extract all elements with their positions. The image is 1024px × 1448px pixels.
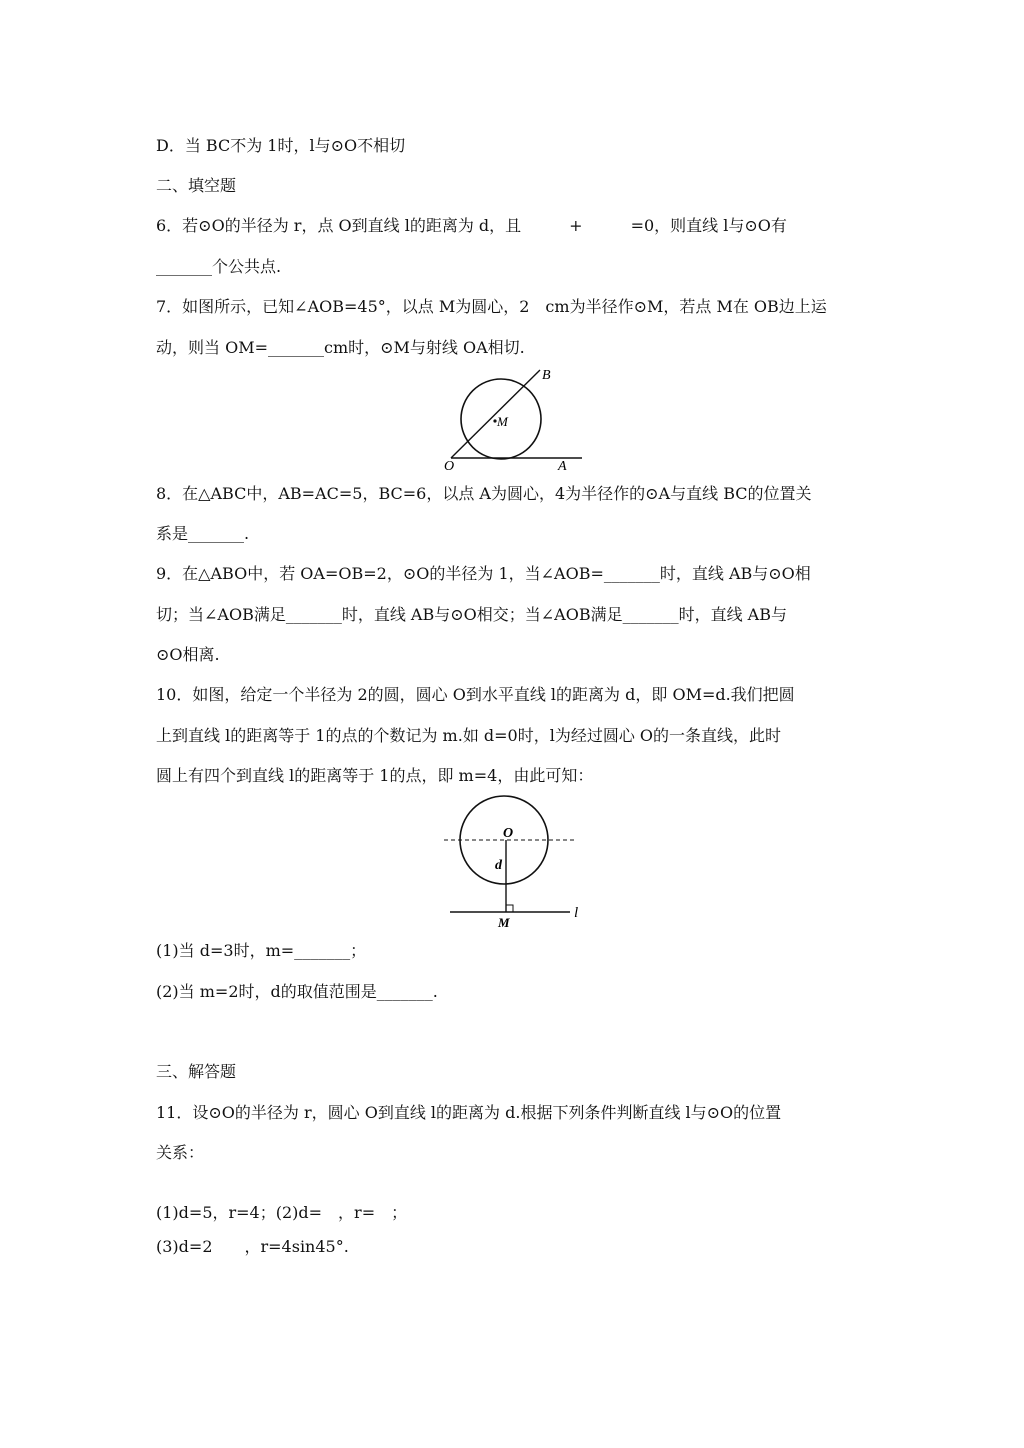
label-l: l xyxy=(574,905,579,921)
section-fill-blank: 二、填空题 xyxy=(156,176,237,195)
right-angle-mark xyxy=(506,905,513,912)
label-m: M xyxy=(497,414,508,429)
q11-part3: (3)d=2 ，r=4sin45°. xyxy=(156,1237,349,1256)
label-o: O xyxy=(503,826,514,841)
label-m: M xyxy=(498,915,510,930)
q9-text: 9．在△ABO中，若 OA=OB=2，⊙O的半径为 1，当∠AOB=_______时，直线 AB与⊙O相 xyxy=(156,564,811,583)
label-a: A xyxy=(558,459,567,474)
figure-angle-circle xyxy=(430,362,600,474)
q7-text: 7．如图所示，已知∠AOB=45°，以点 M为圆心，2 cm为半径作⊙M，若点 M在 OB边上运 xyxy=(156,297,827,316)
ray-ob xyxy=(451,370,540,458)
label-b: B xyxy=(542,368,551,383)
q6-text: 6．若⊙O的半径为 r，点 O到直线 l的距离为 d，且 + =0，则直线 l与⊙O有 xyxy=(156,216,787,235)
q7-text-cont: 动，则当 OM=_______cm时，⊙M与射线 OA相切. xyxy=(156,338,525,357)
q10-part1: (1)当 d=3时，m=_______； xyxy=(156,941,367,960)
q8-text: 8．在△ABC中，AB=AC=5，BC=6，以点 A为圆心，4为半径作的⊙A与直线 BC的位置关 xyxy=(156,484,812,503)
q10-text-end: 圆上有四个到直线 l的距离等于 1的点，即 m=4，由此可知： xyxy=(156,766,594,785)
q9-text-end: ⊙O相离. xyxy=(156,645,220,664)
label-o: O xyxy=(444,459,455,474)
figure-circle-line xyxy=(440,793,590,933)
label-d: d xyxy=(495,858,502,873)
section-answer: 三、解答题 xyxy=(156,1062,237,1081)
line-d-option: D．当 BC不为 1时，l与⊙O不相切 xyxy=(156,136,406,155)
q6-text-cont: _______个公共点. xyxy=(156,257,282,276)
q11-text: 11．设⊙O的半径为 r，圆心 O到直线 l的距离为 d.根据下列条件判断直线 l与⊙O的位置 xyxy=(156,1103,782,1122)
q11-part1-2: (1)d=5，r=4；(2)d= ，r= ； xyxy=(156,1203,408,1222)
q9-text-cont: 切；当∠AOB满足_______时，直线 AB与⊙O相交；当∠AOB满足_______时，直线 AB与 xyxy=(156,605,787,624)
q10-text: 10．如图，给定一个半径为 2的圆，圆心 O到水平直线 l的距离为 d，即 OM=d.我们把圆 xyxy=(156,685,795,704)
q8-text-cont: 系是_______. xyxy=(156,524,250,543)
q10-text-cont: 上到直线 l的距离等于 1的点的个数记为 m.如 d=0时，l为经过圆心 O的一条直线，此时 xyxy=(156,726,782,745)
q11-text-cont: 关系： xyxy=(156,1143,205,1162)
q10-part2: (2)当 m=2时，d的取值范围是_______. xyxy=(156,982,438,1001)
